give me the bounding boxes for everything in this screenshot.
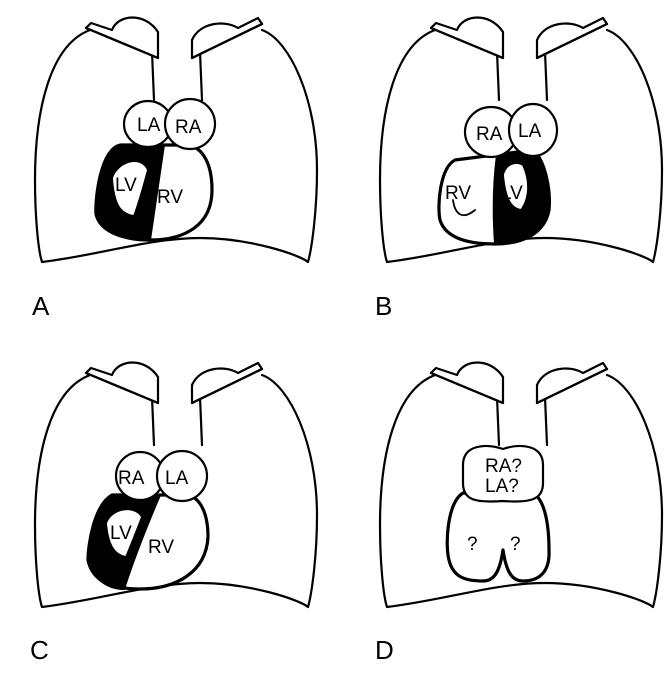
panel-a-ventricle-label-right: RV xyxy=(157,187,184,208)
panel-d-atrium-label-top: RA? xyxy=(485,456,522,477)
panel-d-clavicle-right xyxy=(537,363,607,403)
panel-b-atrium-label-left: RA xyxy=(476,124,503,145)
panel-a-ventricles xyxy=(96,145,212,240)
panel-d-great-vessels xyxy=(497,397,547,445)
panel-d-ventricle-label-right: ? xyxy=(510,534,521,555)
panel-b-clavicle-left xyxy=(431,18,503,59)
panel-c-clavicle-right xyxy=(192,363,262,403)
panel-a-atrium-label-right: RA xyxy=(175,117,202,138)
panel-a-great-vessels xyxy=(152,52,202,100)
panel-c-ventricle-label-left: LV xyxy=(110,523,132,544)
panel-c-clavicle-left xyxy=(86,363,158,404)
panel-c xyxy=(30,363,317,666)
panel-d xyxy=(375,363,662,666)
panel-b-great-vessels xyxy=(497,52,547,100)
panel-d-clavicle-left xyxy=(431,363,503,404)
panel-a-clavicle-right xyxy=(192,18,262,58)
panel-b-letter: B xyxy=(375,291,393,321)
panel-d-ventricles xyxy=(447,493,549,581)
panel-d-ventricle-label-left: ? xyxy=(467,534,478,555)
panel-d-letter: D xyxy=(375,635,394,665)
panel-a xyxy=(32,18,317,322)
panel-b-clavicle-right xyxy=(537,18,607,58)
panel-c-atrium-label-right: LA xyxy=(165,468,189,489)
panel-c-great-vessels xyxy=(152,397,202,445)
panel-c-letter: C xyxy=(30,635,49,665)
panel-a-ventricle-label-left: LV xyxy=(115,175,137,196)
panel-a-atrium-label-left: LA xyxy=(137,115,161,136)
panel-c-atrium-label-left: RA xyxy=(118,468,145,489)
panel-b-atrium-label-right: LA xyxy=(518,121,542,142)
panel-b xyxy=(375,18,662,322)
panel-d-atrium-label-bottom: LA? xyxy=(485,476,519,497)
panel-b-ventricle-label-left: RV xyxy=(445,183,472,204)
panel-a-letter: A xyxy=(32,291,50,321)
panel-a-clavicle-left xyxy=(86,18,158,59)
panel-c-ventricle-label-right: RV xyxy=(148,537,175,558)
panel-b-ventricle-label-right: LV xyxy=(501,183,523,204)
